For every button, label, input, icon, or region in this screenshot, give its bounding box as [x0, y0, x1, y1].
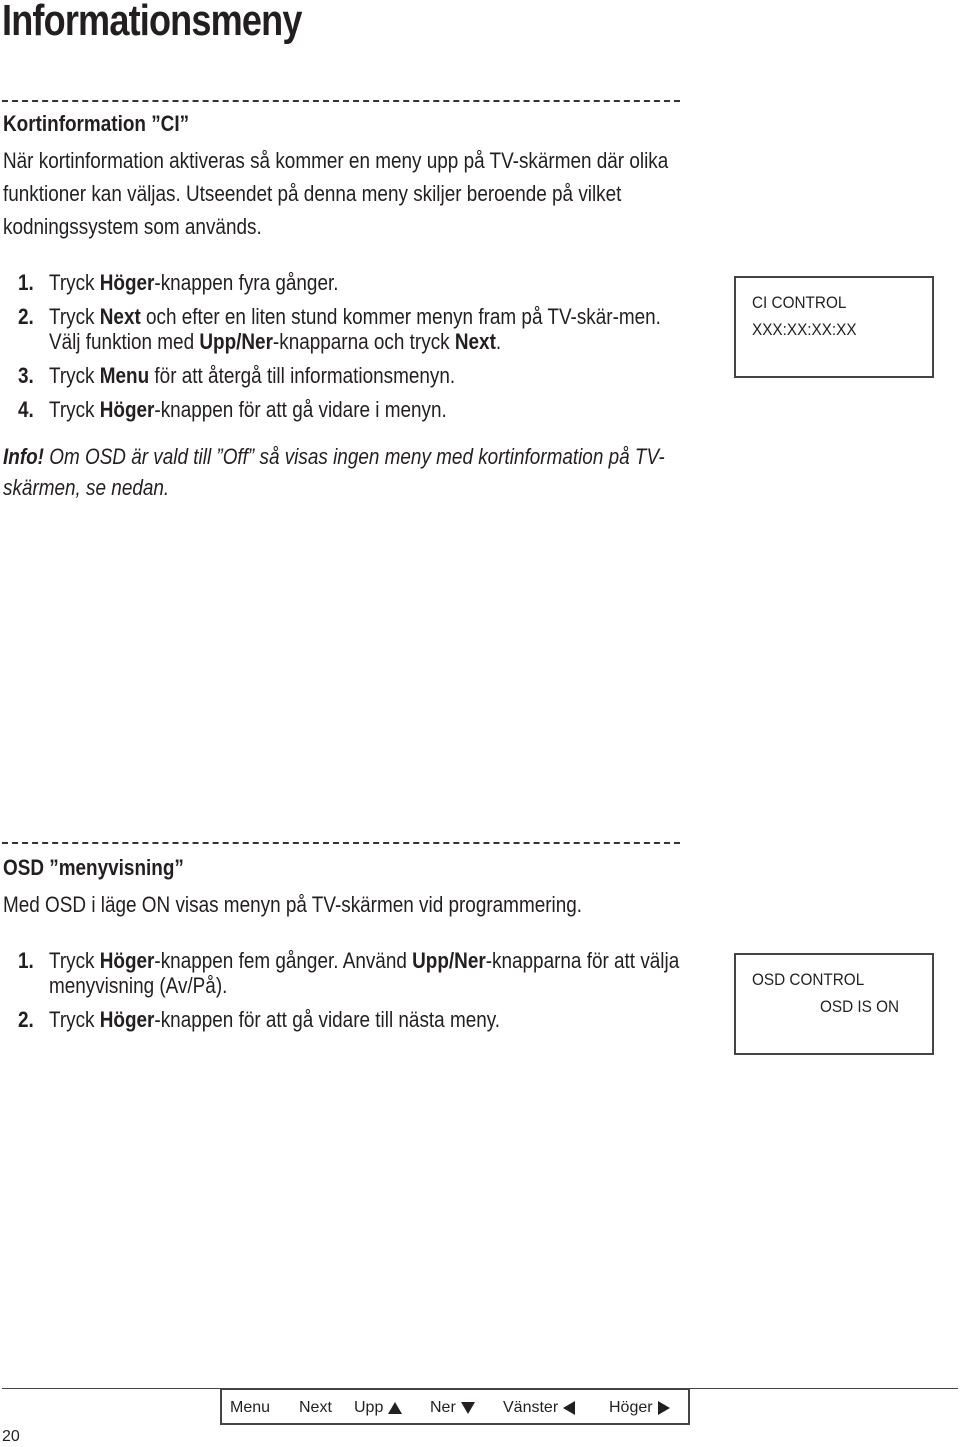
info-text: Om OSD är vald till ”Off” så visas ingen meny med kortinformation på TV-skärmen, se nedan. — [3, 444, 665, 500]
step-item — [18, 304, 680, 354]
step-keyword: Next — [99, 304, 141, 329]
legend-hoger — [609, 1399, 670, 1417]
step-list-ci — [18, 270, 680, 431]
step-text-part: Tryck — [48, 363, 100, 388]
step-text-part: -knapparna och tryck — [272, 329, 455, 354]
step-text-part: -knappen fyra gånger. — [154, 270, 339, 295]
step-list-osd — [18, 948, 680, 1041]
screen-line-2: OSD IS ON — [820, 997, 900, 1016]
page-number: 20 — [2, 1428, 20, 1445]
legend-vanster — [503, 1399, 575, 1417]
legend-vanster-label: Vänster — [503, 1399, 559, 1416]
legend-menu-label: Menu — [230, 1399, 271, 1416]
section-divider — [2, 842, 680, 844]
step-text — [49, 1007, 500, 1032]
step-keyword: Next — [454, 329, 496, 354]
step-number: 2. — [18, 304, 34, 329]
step-keyword: Höger — [99, 397, 155, 422]
legend-ner — [430, 1399, 475, 1417]
step-item — [18, 363, 680, 388]
tv-screen-osd — [734, 953, 934, 1055]
step-number: 3. — [18, 363, 34, 388]
step-text-part: Tryck — [48, 270, 100, 295]
step-text-part: -knapparna för att välja menyvisning (Av/På). — [48, 948, 680, 998]
step-text-part: -knappen för att gå vidare i menyn. — [154, 397, 447, 422]
legend-upp — [354, 1399, 402, 1417]
step-number: 4. — [18, 397, 34, 422]
section-divider — [2, 100, 680, 102]
step-number: 2. — [18, 1007, 34, 1032]
screen-line-2: XXX:XX:XX:XX — [752, 320, 857, 339]
legend-next — [299, 1399, 332, 1417]
arrow-left-icon — [563, 1401, 575, 1415]
step-item — [18, 270, 680, 295]
remote-button-legend — [220, 1388, 690, 1425]
legend-menu — [230, 1399, 270, 1417]
step-keyword: Menu — [99, 363, 150, 388]
step-text-part: för att återgå till informationsmenyn. — [149, 363, 456, 388]
step-item — [18, 948, 680, 998]
step-text-part: Tryck — [48, 948, 100, 973]
page-title: Informationsmeny — [2, 0, 302, 45]
step-text-part: Tryck — [48, 1007, 100, 1032]
section-intro-osd: Med OSD i läge ON visas menyn på TV-skärmen vid programmering. — [3, 892, 583, 917]
arrow-right-icon — [658, 1401, 670, 1415]
step-number: 1. — [18, 948, 34, 973]
section-intro-ci: När kortinformation aktiveras så kommer en meny upp på TV-skärmen där olika funktioner kan väljas. Utseendet på denna meny skiljer beroende på vilket kodningssystem som används. — [3, 148, 669, 239]
info-note — [3, 441, 665, 503]
step-text-part: och efter en liten stund kommer menyn fram på TV-skär-men. Välj funktion med — [48, 304, 661, 354]
step-text — [49, 270, 339, 295]
step-keyword: Upp/Ner — [199, 329, 273, 354]
legend-ner-label: Ner — [430, 1399, 456, 1416]
step-keyword: Höger — [99, 1007, 155, 1032]
step-text-part: -knappen fem gånger. Använd — [154, 948, 413, 973]
legend-hoger-label: Höger — [609, 1399, 653, 1416]
step-text — [49, 363, 455, 388]
arrow-up-icon — [388, 1402, 402, 1414]
step-text-part: Tryck — [48, 304, 100, 329]
info-lead: Info! — [3, 444, 44, 469]
section-heading-ci: Kortinformation ”CI” — [3, 111, 190, 136]
step-text-part: -knappen för att gå vidare till nästa meny. — [154, 1007, 501, 1032]
tv-screen-ci — [734, 276, 934, 378]
step-keyword: Höger — [99, 948, 155, 973]
arrow-down-icon — [461, 1402, 475, 1414]
step-text — [49, 397, 447, 422]
step-text — [49, 948, 679, 998]
step-keyword: Upp/Ner — [412, 948, 486, 973]
step-text-part: Tryck — [48, 397, 100, 422]
step-number: 1. — [18, 270, 34, 295]
step-text-part: . — [495, 329, 502, 354]
section-heading-osd: OSD ”menyvisning” — [3, 855, 184, 880]
screen-line-1: CI CONTROL — [752, 293, 847, 312]
legend-next-label: Next — [299, 1399, 332, 1416]
screen-line-1: OSD CONTROL — [752, 970, 865, 989]
step-item — [18, 397, 680, 422]
step-keyword: Höger — [99, 270, 155, 295]
legend-upp-label: Upp — [354, 1399, 384, 1416]
step-item — [18, 1007, 680, 1032]
step-text — [49, 304, 661, 354]
